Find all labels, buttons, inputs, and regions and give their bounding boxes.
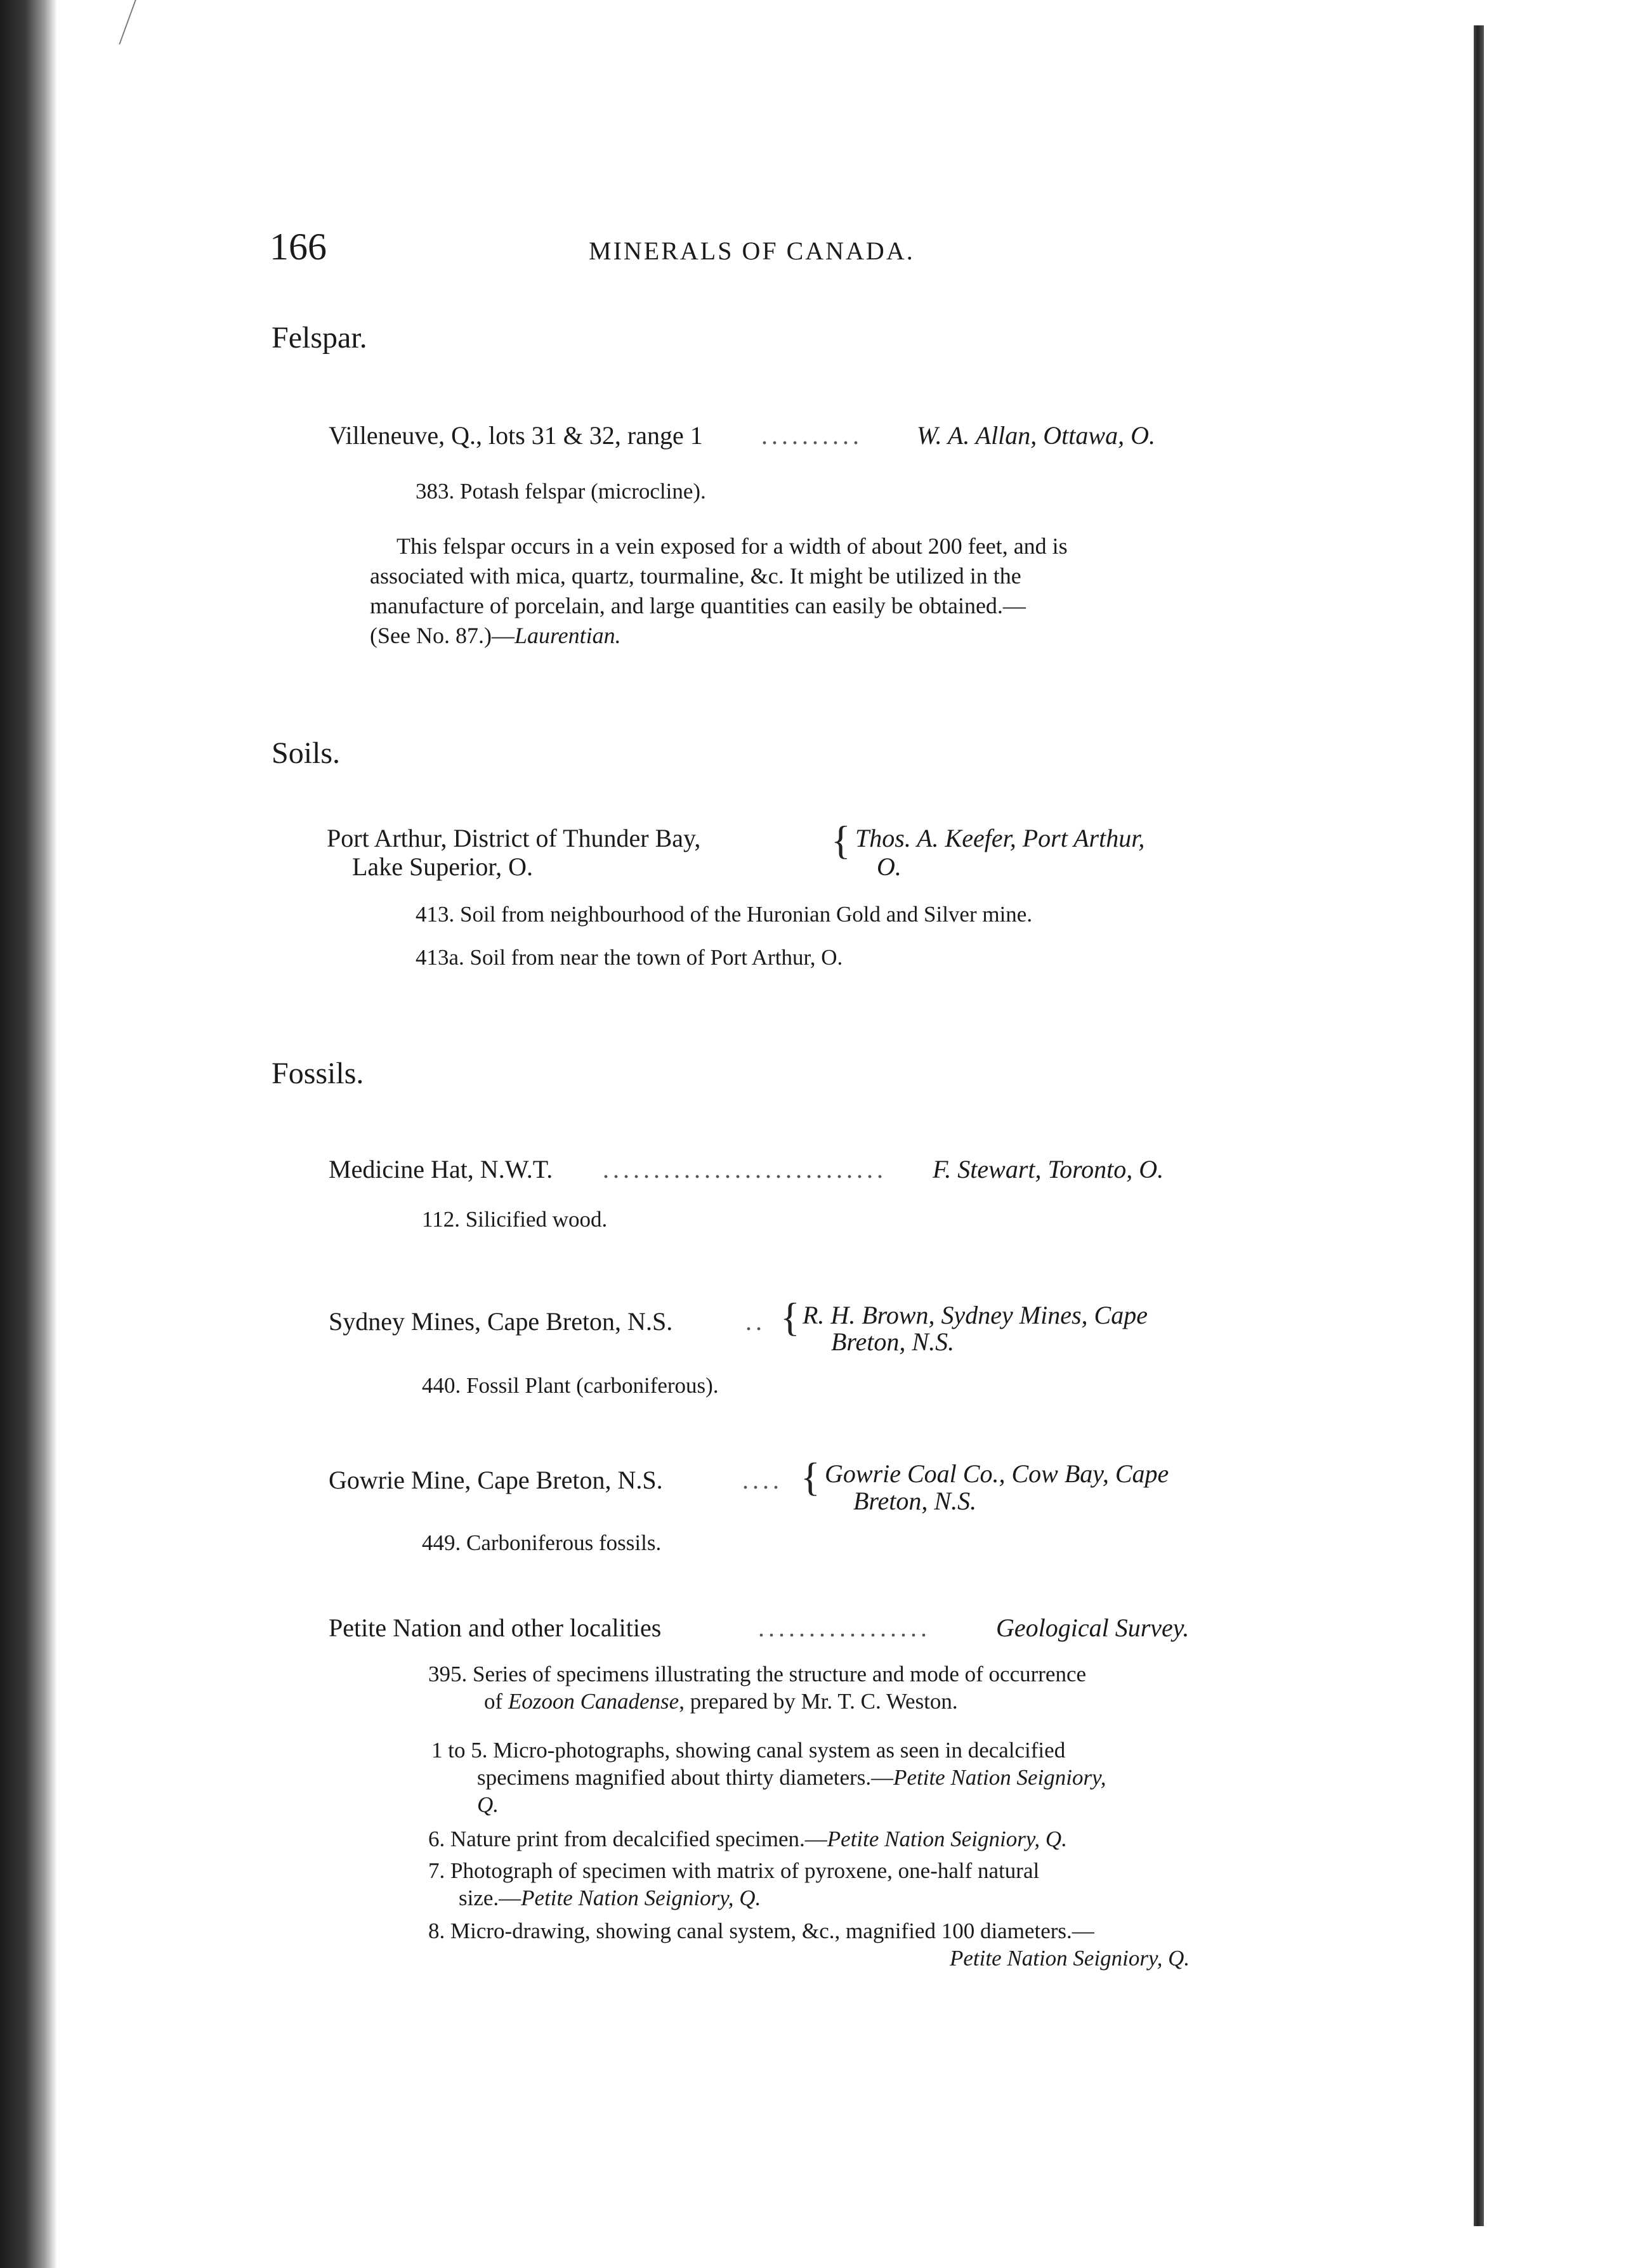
fossils-item-7-line-2 xyxy=(459,1886,761,1911)
medicine-hat-leader-dots: ............................ xyxy=(603,1155,887,1183)
petite-nation-contributor: Geological Survey. xyxy=(996,1613,1190,1642)
fossils-item-395-line-1: 395. Series of specimens illustrating the structure and mode of occurrence xyxy=(428,1662,1087,1686)
fossils-item-6 xyxy=(428,1827,1067,1852)
section-heading-fossils: Fossils. xyxy=(272,1057,364,1090)
fossils-item-1-to-5-line-1: 1 to 5. Micro-photographs, showing canal system as seen in decalcified xyxy=(431,1738,1066,1763)
soils-contributor-line-1: Thos. A. Keefer, Port Arthur, xyxy=(855,824,1145,852)
page-number: 166 xyxy=(270,226,327,268)
felspar-description-line-3: manufacture of porcelain, and large quantities can easily be obtained.— xyxy=(370,593,1026,618)
soils-contributor-brace: { xyxy=(831,818,851,863)
gowrie-mine-contributor-line-1: Gowrie Coal Co., Cow Bay, Cape xyxy=(825,1459,1169,1488)
sydney-mines-contributor-line-1: R. H. Brown, Sydney Mines, Cape xyxy=(803,1301,1148,1329)
item-6-locality: Petite Nation Seigniory, Q. xyxy=(827,1827,1067,1851)
item-395-prefix: of xyxy=(484,1689,508,1714)
gowrie-mine-contributor-line-2: Breton, N.S. xyxy=(853,1487,977,1515)
section-heading-soils: Soils. xyxy=(272,736,341,770)
felspar-description-line-4 xyxy=(370,622,621,649)
felspar-contributor: W. A. Allan, Ottawa, O. xyxy=(917,421,1155,450)
felspar-leader-dots: .......... xyxy=(761,421,863,450)
felspar-locality: Villeneuve, Q., lots 31 & 32, range 1 xyxy=(329,421,703,450)
fossils-item-395-line-2 xyxy=(484,1689,958,1714)
sydney-mines-contributor-line-2: Breton, N.S. xyxy=(831,1327,955,1356)
item-7-locality: Petite Nation Seigniory, Q. xyxy=(521,1886,761,1910)
sydney-mines-locality: Sydney Mines, Cape Breton, N.S. xyxy=(329,1307,673,1336)
section-heading-felspar: Felspar. xyxy=(272,321,367,355)
felspar-formation: Laurentian. xyxy=(514,623,621,648)
fossils-item-1-to-5-line-2 xyxy=(477,1765,1106,1790)
fossils-item-112: 112. Silicified wood. xyxy=(422,1207,608,1232)
item-7-text: size.— xyxy=(459,1886,521,1910)
fossils-item-8-line-1: 8. Micro-drawing, showing canal system, &c., magnified 100 diameters.— xyxy=(428,1919,1094,1943)
item-1-to-5-locality: Petite Nation Seigniory, xyxy=(893,1765,1106,1790)
sydney-mines-brace: { xyxy=(780,1294,800,1339)
fossils-item-1-to-5-line-3: Q. xyxy=(477,1792,499,1817)
fossils-item-7-line-1: 7. Photograph of specimen with matrix of pyroxene, one-half natural xyxy=(428,1858,1040,1883)
gowrie-mine-brace: { xyxy=(801,1454,820,1499)
felspar-see-ref: (See No. 87.)— xyxy=(370,623,515,648)
petite-nation-locality: Petite Nation and other localities xyxy=(329,1613,662,1642)
fossils-item-449: 449. Carboniferous fossils. xyxy=(422,1530,662,1555)
soils-item-413: 413. Soil from neighbourhood of the Huronian Gold and Silver mine. xyxy=(416,902,1033,927)
page-fold-mark xyxy=(68,0,136,44)
soils-item-413a: 413a. Soil from near the town of Port Arthur, O. xyxy=(416,945,843,970)
medicine-hat-contributor: F. Stewart, Toronto, O. xyxy=(933,1155,1164,1183)
medicine-hat-locality: Medicine Hat, N.W.T. xyxy=(329,1155,553,1183)
gowrie-mine-leader-dots: .... xyxy=(742,1466,783,1494)
page-gutter-shadow xyxy=(0,0,57,2268)
fossils-item-8-line-2: Petite Nation Seigniory, Q. xyxy=(950,1946,1190,1971)
felspar-description-line-2: associated with mica, quartz, tourmaline, &c. It might be utilized in the xyxy=(370,563,1021,589)
item-1-to-5-text: specimens magnified about thirty diameters.— xyxy=(477,1765,894,1790)
gowrie-mine-locality: Gowrie Mine, Cape Breton, N.S. xyxy=(329,1466,663,1494)
fossils-item-440: 440. Fossil Plant (carboniferous). xyxy=(422,1373,719,1398)
soils-locality-line-1: Port Arthur, District of Thunder Bay, xyxy=(327,824,701,852)
facing-page-edge xyxy=(1474,25,1484,2226)
item-395-suffix: , prepared by Mr. T. C. Weston. xyxy=(679,1689,958,1714)
soils-locality-line-2: Lake Superior, O. xyxy=(352,852,533,881)
item-6-text: 6. Nature print from decalcified specimen.— xyxy=(428,1827,827,1851)
petite-nation-leader-dots: ................. xyxy=(758,1613,931,1642)
item-395-species: Eozoon Canadense xyxy=(508,1689,679,1714)
felspar-item-383: 383. Potash felspar (microcline). xyxy=(416,479,706,504)
sydney-mines-leader-dots: .. xyxy=(745,1307,766,1336)
soils-contributor-line-2: O. xyxy=(877,852,901,881)
felspar-description-line-1: This felspar occurs in a vein exposed for a width of about 200 feet, and is xyxy=(397,533,1068,559)
running-title: MINERALS OF CANADA. xyxy=(589,237,915,265)
